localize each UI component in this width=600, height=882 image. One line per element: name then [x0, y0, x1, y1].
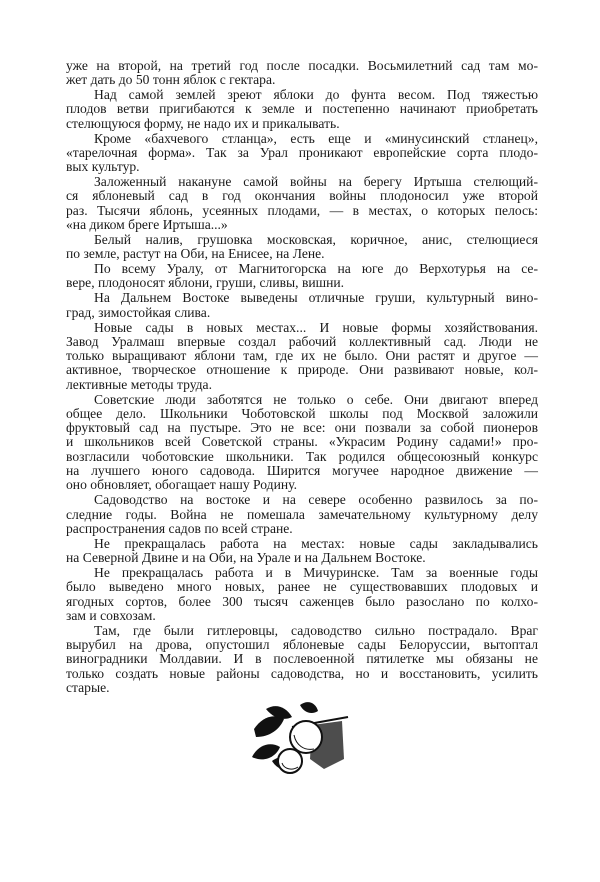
- text-line: фруктовый сад на пустыре. Это не все: они позвали за собой пионеров: [66, 420, 538, 436]
- text-line: уже на второй, на третий год после посадки. Восьмилетний сад там мо-: [66, 58, 538, 73]
- paragraph: [66, 88, 538, 131]
- text-line: Советские люди заботятся не только о себе. Они двигают вперед: [94, 391, 538, 407]
- text-line: Не прекращалась работа и в Мичуринске. Там за военные годы: [94, 564, 538, 580]
- text-line: По всему Уралу, от Магнитогорска на юге до Верхотурья на се-: [94, 261, 538, 277]
- text-line: на Северной Двине и на Оби, на Урале и на Дальнем Востоке.: [66, 550, 426, 566]
- text-line: Садоводство на востоке и на севере особенно развилось за по-: [94, 492, 538, 508]
- paragraph: [66, 291, 538, 320]
- paragraph: [66, 233, 538, 262]
- paragraph: [66, 262, 538, 291]
- apple-branch-illustration: [252, 699, 352, 775]
- text-line: активное, творческое отношение к природе. Они развивают новые, кол-: [66, 362, 538, 378]
- text-line: «тарелочная форма». Так за Урал проникают европейские сорта плодо-: [66, 144, 538, 160]
- text-line: плодов ветви пригибаются к земле и постепенно начинают приобретать: [66, 101, 538, 117]
- text-line: и школьников всей Советской страны. «Украсим Родину садами!» про-: [66, 434, 538, 450]
- text-line: ся яблоневый сад в год окончания войны плодоносил уже второй: [66, 188, 538, 204]
- text-line: Заложенный накануне самой войны на берегу Иртыша стелющий-: [94, 174, 538, 190]
- text-line: только создать новые районы садоводства, но и восстановить, усилить: [66, 665, 538, 681]
- text-line: только выращивают яблони там, где их не было. Они растят и другое —: [66, 348, 538, 364]
- text-line: на лучшего юного садовода. Ширится могучее народное движение —: [66, 463, 538, 479]
- text-line: общее дело. Школьники Чоботовской школы под Москвой заложили: [66, 405, 538, 421]
- paragraph: [66, 566, 538, 623]
- text-line: жет дать до 50 тонн яблок с гектара.: [66, 72, 276, 88]
- paragraph: [66, 59, 538, 88]
- page-body-text: [66, 59, 538, 696]
- paragraph: [66, 175, 538, 232]
- text-line: зам и совхозам.: [66, 607, 156, 623]
- text-line: следние годы. Война не помешала замечательному культурному делу: [66, 506, 538, 522]
- text-line: оно обновляет, обогащает нашу Родину.: [66, 477, 297, 493]
- text-line: Не прекращалась работа на местах: новые сады закладывались: [94, 535, 538, 551]
- text-line: старые.: [66, 679, 110, 695]
- text-line: было выведено много новых, ранее не существовавших плодовых и: [66, 579, 538, 595]
- text-line: лективные методы труда.: [66, 376, 212, 392]
- paragraph: [66, 537, 538, 566]
- text-line: Завод Уралмаш впервые создал рабочий коллективный сад. Люди не: [66, 333, 538, 349]
- text-line: возгласили чоботовские школьники. Так родился общесоюзный конкурс: [66, 448, 538, 464]
- text-line: по земле, растут на Оби, на Енисее, на Лене.: [66, 246, 325, 262]
- text-line: виноградники Молдавии. И в послевоенной пятилетке мы обязаны не: [66, 651, 538, 667]
- text-line: Кроме «бахчевого стланца», есть еще и «минусинский стланец»,: [94, 130, 538, 146]
- text-line: Новые сады в новых местах... И новые формы хозяйствования.: [94, 319, 538, 335]
- text-line: На Дальнем Востоке выведены отличные груши, культурный вино-: [94, 290, 538, 306]
- text-line: вырубил на дрова, опустошил яблоневые сады Белоруссии, вытоптал: [66, 637, 538, 652]
- text-line: раз. Тысячи яблонь, усеянных плодами, — в местах, о которых пелось:: [66, 202, 538, 218]
- paragraph: [66, 132, 538, 175]
- paragraph: [66, 321, 538, 392]
- paragraph: [66, 393, 538, 493]
- text-line: стелющуюся форму, не надо их и прикалывать.: [66, 115, 340, 131]
- paragraph: [66, 624, 538, 695]
- text-line: «на диком бреге Иртыша...»: [66, 217, 228, 233]
- paragraph: [66, 493, 538, 536]
- text-line: распространения садов по всей стране.: [66, 520, 293, 536]
- text-line: Там, где были гитлеровцы, садоводство сильно пострадало. Враг: [94, 622, 538, 638]
- text-line: ягодных сортов, более 300 тысяч саженцев было разослано по колхо-: [66, 593, 538, 609]
- text-line: Белый налив, грушовка московская, коричное, анис, стелющиеся: [94, 231, 538, 247]
- text-line: Над самой землей зреют яблоки до фунта весом. Под тяжестью: [94, 87, 538, 103]
- text-line: град, зимостойкая слива.: [66, 304, 211, 320]
- text-line: вере, плодоносят яблони, груши, сливы, вишни.: [66, 275, 345, 291]
- text-line: вых культур.: [66, 159, 140, 175]
